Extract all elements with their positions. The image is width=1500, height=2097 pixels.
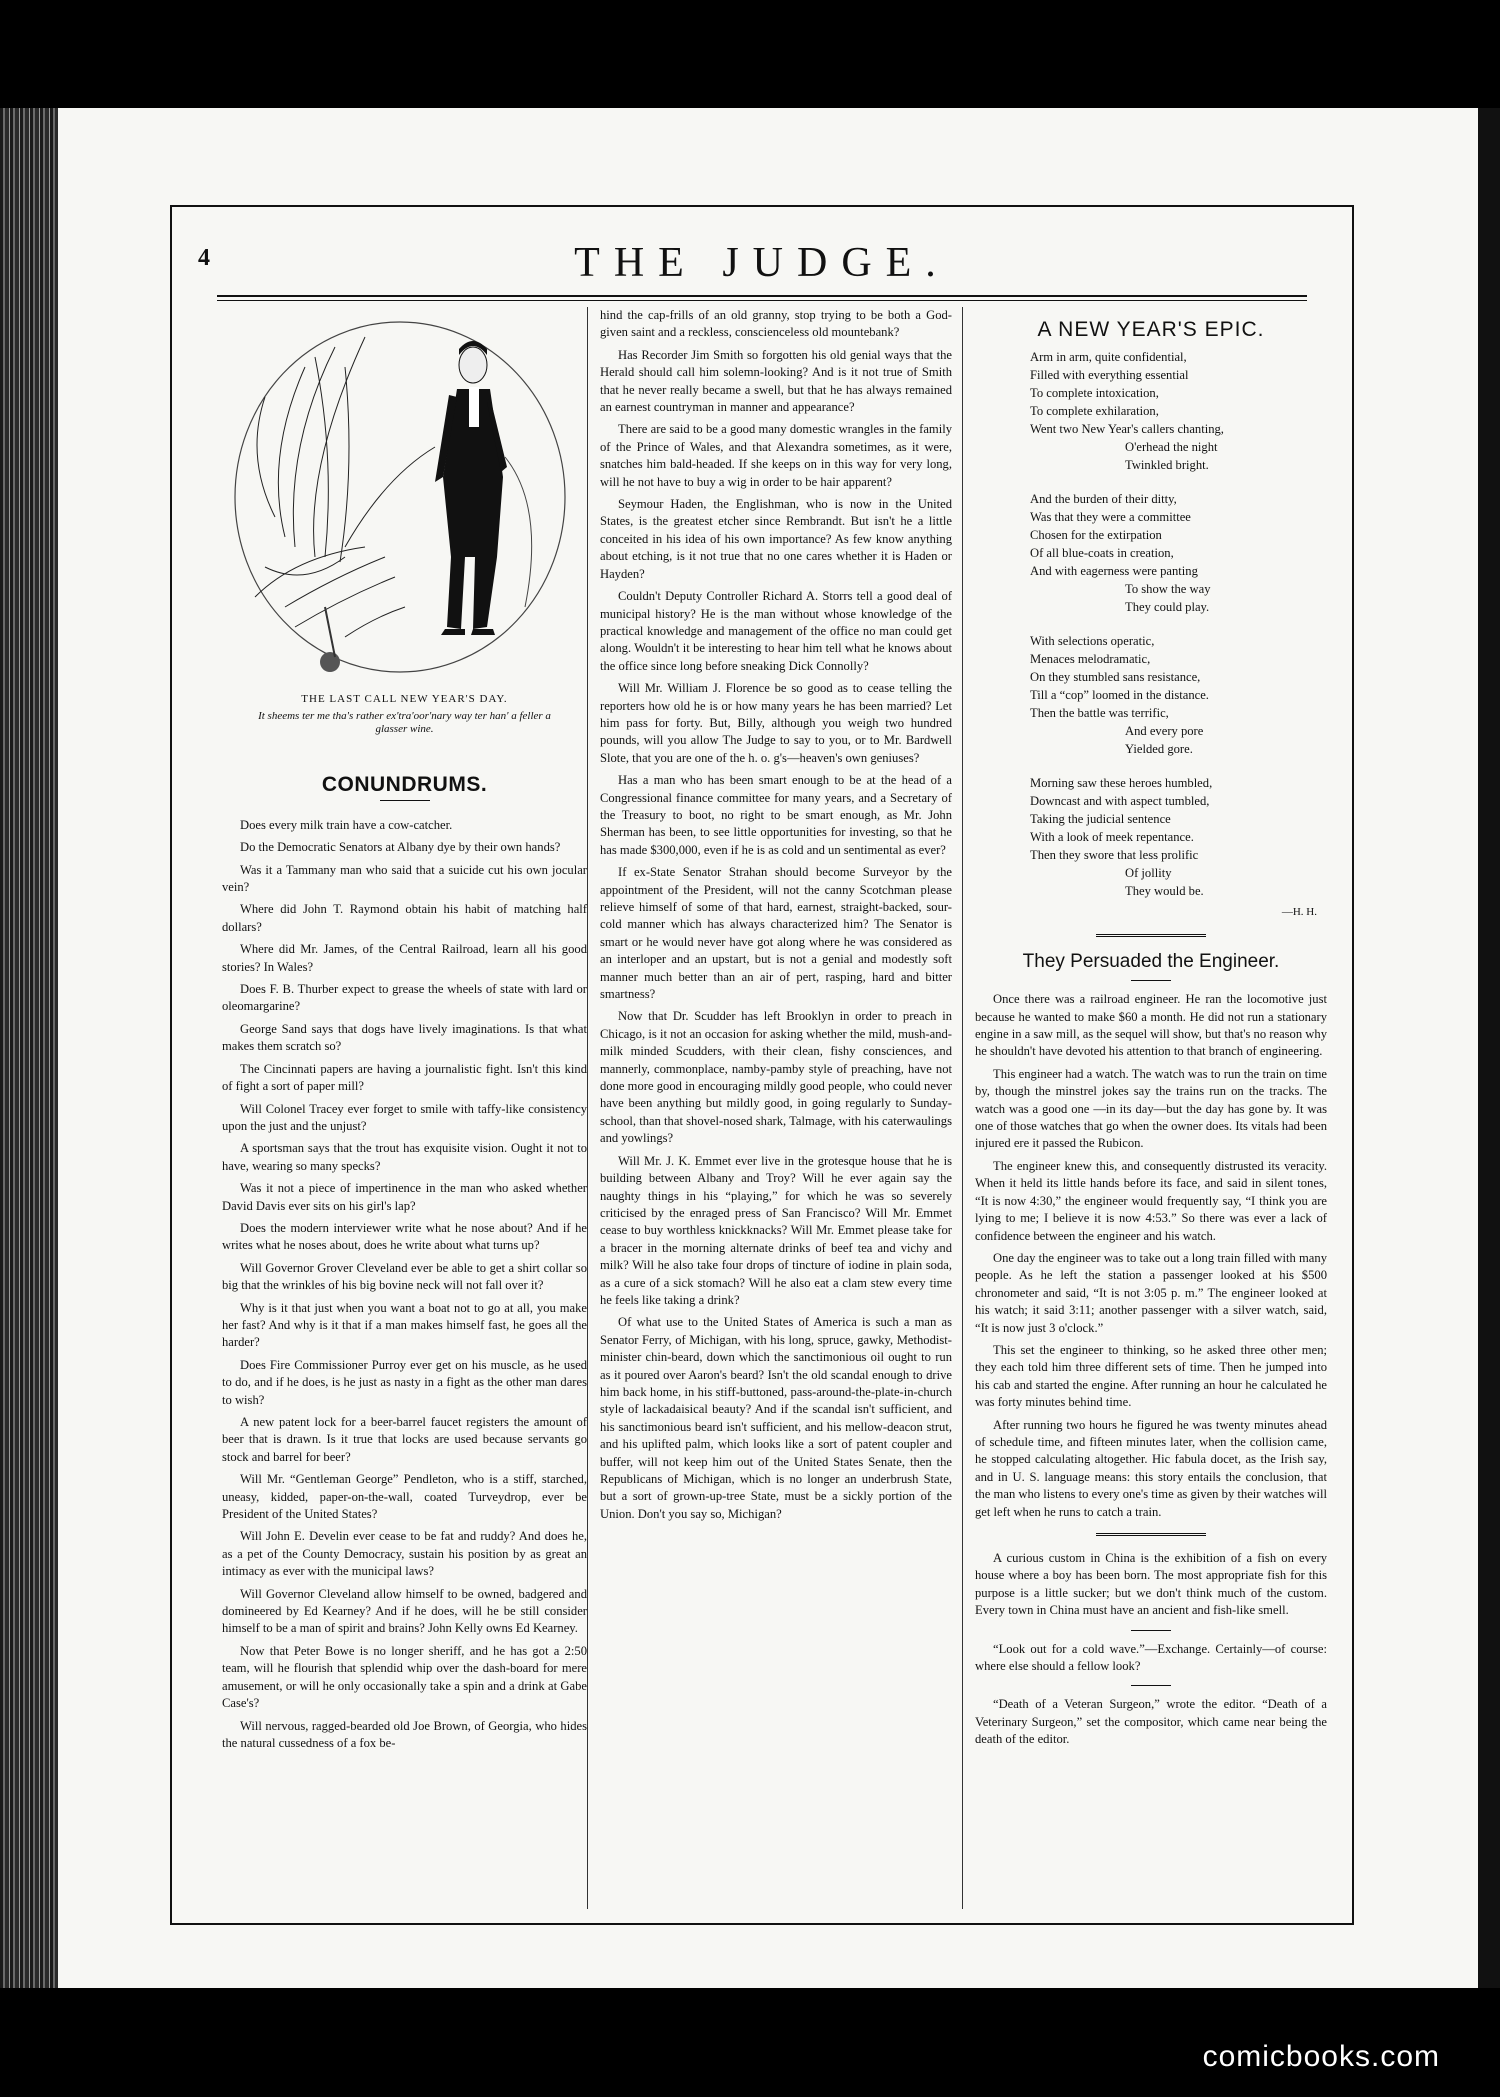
paragraph: This engineer had a watch. The watch was to run the train on time by, though the minstrel jokes say the trains run on the tracks. The watch was a good one —in its day—but the day has gone by. It was one of those watches that go when the owner does. Its vitals had been injured ere it passed the Rubicon.: [975, 1066, 1327, 1151]
paragraph: Has Recorder Jim Smith so forgotten his old genial ways that the Herald should call him solemn-looking? And is it not true of Smith that he never really became a swell, but that he has always remained an earnest countryman in manner and appearance?: [600, 347, 952, 415]
paragraph: This set the engineer to thinking, so he asked three other men; they each told him three different sets of time. Then he jumped into his cab and started the engine. After running an hour he calculated he was forty minutes behind time.: [975, 1342, 1327, 1410]
poem-line: To complete intoxication,: [1030, 386, 1159, 401]
poem-line: They would be.: [1125, 884, 1204, 899]
site-watermark: comicbooks.com: [1202, 2040, 1440, 2073]
section-divider: [1131, 980, 1171, 981]
paragraph: The engineer knew this, and consequently distrusted its veracity. When it held its little hands before its face, and said in silent tones, “It is now 4:30,” the engineer would frequently say, “I think you are lying to me; I believe it is now 4:53.” So there was ever a lack of confidence between the engineer and his watch.: [975, 1158, 1327, 1243]
paragraph: Once there was a railroad engineer. He ran the locomotive just because he wanted to make $60 a month. He did not run a stationary engine in a saw mill, as the sequel will show, but that's no reason why he shouldn't have devoted his attention to that branch of engineering.: [975, 992, 1327, 1059]
poem-line: Then they swore that less prolific: [1030, 848, 1199, 863]
poem-stanza: [975, 632, 1327, 758]
poem-stanza: [975, 774, 1327, 900]
section-divider: [1096, 1533, 1206, 1538]
poem-line: To complete exhilaration,: [1030, 404, 1159, 419]
paragraph: Seymour Haden, the Englishman, who is now in the United States, is the greatest etcher since Rembrandt. But isn't he a little conceited in his idea of his own importance? As few know anything about etching, is it not true that no one cares whether it is Haden or Hayden?: [600, 497, 952, 581]
paragraph: A curious custom in China is the exhibition of a fish on every house where a boy has been born. The most appropriate fish for this purpose is a little sucker; but we don't think much of the custom. Every town in China must have an ancient and fish-like smell.: [975, 1551, 1327, 1618]
poem-line: Twinkled bright.: [1125, 458, 1209, 473]
poem-line: And with eagerness were panting: [1030, 564, 1198, 579]
paragraph: There are said to be a good many domestic wrangles in the family of the Prince of Wales, and that Alexandra sometimes, as it were, snatches him bald-headed. If she keeps on in this way for very long, will he not have to buy a wig in order to be hair apparent?: [600, 422, 952, 489]
paragraph: “Look out for a cold wave.”—Exchange. Certainly—of course: where else should a fellow look?: [975, 1641, 1327, 1674]
paragraph: Will Governor Grover Cleveland ever be able to get a shirt collar so big that the wrinkles of his big bovine neck will not fall over it?: [222, 1260, 587, 1293]
poem-line: Then the battle was terrific,: [1030, 706, 1169, 721]
poem-line: Of all blue-coats in creation,: [1030, 546, 1174, 561]
paragraph: Couldn't Deputy Controller Richard A. Storrs tell a good deal of municipal history? He is the man without whose knowledge of the practical knowledge and management of the office no man could get along. Wouldn't it be interesting to hear him tell what he knows about the office since long before sneaking Dick Connolly?: [600, 589, 952, 673]
poem-line: Menaces melodramatic,: [1030, 652, 1151, 667]
engineer-title: They Persuaded the Engineer.: [1022, 950, 1280, 972]
section-divider: [1131, 1630, 1171, 1631]
poem-line: With selections operatic,: [1030, 634, 1155, 649]
poem-line: O'erhead the night: [1125, 440, 1218, 455]
paragraph: George Sand says that dogs have lively imaginations. Is that what makes them scratch so?: [222, 1021, 587, 1054]
paragraph: Does Fire Commissioner Purroy ever get on his muscle, as he used to do, and if he does, is he just as nasty in a fight as the other man dares to wish?: [222, 1357, 587, 1407]
masthead: THE JUDGE.: [574, 240, 950, 286]
poem-line: And every pore: [1125, 724, 1204, 739]
section-divider: [1096, 934, 1206, 939]
paragraph: A sportsman says that the trout has exquisite vision. Ought it not to have, wearing so many specks?: [222, 1141, 587, 1173]
paragraph: Has a man who has been smart enough to be at the head of a Congressional finance committee for many years, and a Secretary of the Treasury to boot, no right to be smart enough, as Mr. John Sherman has been, to see little opportunities for investing, so that he has made $300,000, even if he is as cold and un sentimental as ever?: [600, 773, 952, 857]
poem-line: Filled with everything essential: [1030, 368, 1189, 383]
poem-line: Went two New Year's callers chanting,: [1030, 422, 1224, 437]
poem-signature: —H. H.: [1281, 906, 1317, 919]
cartoon-illustration: [225, 307, 585, 687]
paragraph: Why is it that just when you want a boat not to go at all, you make her fast? And why is it that if a man makes himself fast, he goes all the harder?: [222, 1300, 587, 1350]
poem-line: They could play.: [1125, 600, 1210, 615]
paragraph: Does F. B. Thurber expect to grease the wheels of state with lard or oleomargarine?: [222, 982, 587, 1014]
paragraph: Of what use to the United States of America is such a man as Senator Ferry, of Michigan, with his long, spruce, gawky, Methodist-minister chin-beard, down which the sanctimonious oil ought to run as it poured over Aaron's beard? Isn't the old scandal enough to drive him back home, in his stiff-buttoned, pass-around-the-plate-in-church style of lackadaisical beauty? And if the scandal isn't sufficient, and his sanctimonious beard isn't sufficient, and his mellow-deacon strut, and his uplifted palm, which looks like a sort of patent coupler and buffer, will not keep him out of the United States Senate, then the Republicans of Michigan, which is no longer an underbrush State, but a sort of grown-up-tree State, must be a sickly portion of the Union. Don't you say so, Michigan?: [600, 1315, 952, 1521]
page-edge: [1478, 108, 1500, 1988]
poem-line: Taking the judicial sentence: [1030, 812, 1171, 827]
book-binding: [0, 108, 62, 1988]
paragraph: Will Colonel Tracey ever forget to smile with taffy-like consistency upon the just and the unjust?: [222, 1101, 587, 1133]
paragraph: Will nervous, ragged-bearded old Joe Brown, of Georgia, who hides the natural cussedness of a fox be-: [222, 1718, 587, 1750]
column-left: [222, 307, 587, 1909]
poem-line: Downcast and with aspect tumbled,: [1030, 794, 1210, 809]
paragraph: Will Mr. William J. Florence be so good as to cease telling the reporters how old he is or how many years he has been married? Let him pass for forty. But, Billy, although you weigh two hundred pounds, will you allow The Judge to say to you, or to Mr. Bardwell Slote, that you are one of the h. o. g's—heaven's own geniuses?: [600, 681, 952, 765]
poem-line: Was that they were a committee: [1030, 510, 1191, 525]
column-right: [962, 307, 1327, 1909]
poem-stanza: [975, 348, 1327, 474]
poem-line: Chosen for the extirpation: [1030, 528, 1162, 543]
conundrums-title: CONUNDRUMS.: [321, 773, 488, 797]
poem-line: Of jollity: [1125, 866, 1172, 881]
section-divider: [1131, 1685, 1171, 1686]
cartoon-caption: THE LAST CALL NEW YEAR'S DAY.: [301, 693, 508, 705]
paragraph: Was it a Tammany man who said that a suicide cut his own jocular vein?: [222, 862, 587, 895]
paragraph: Where did John T. Raymond obtain his habit of matching half dollars?: [222, 902, 587, 934]
paragraph: Does the modern interviewer write what he nose about? And if he writes what he noses about, does he write about what turns up?: [222, 1220, 587, 1253]
masthead-rule-thin: [217, 300, 1307, 301]
paragraph: Will Mr. J. K. Emmet ever live in the grotesque house that he is building between Albany and Troy? Will he ever again say the naughty things in his “playing,” for which he was so severely criticised by the enraged press of San Francisco? Will Mr. Emmet cease to buy worthless knickknacks? Will Mr. Emmet please take for a bracer in the morning alternate drinks of beef tea and vichy and milk? Will he also take four drops of tincture of iodine in plain soda, as a cure of a sick stomach? Will he also eat a clam stew every time he feels like taking a drink?: [600, 1153, 952, 1307]
paragraph: Will Mr. “Gentleman George” Pendleton, who is a stiff, starched, uneasy, kidded, paper-on-the-wall, coated Turveydrop, ever be President of the United States?: [222, 1472, 587, 1522]
cartoon-subcaption: It sheems ter me tha's rather ex'tra'oor'nary way ter han' a feller a glasser wine.: [258, 710, 551, 736]
poem-line: With a look of meek repentance.: [1030, 830, 1194, 845]
poem-line: On they stumbled sans resistance,: [1030, 670, 1201, 685]
paragraph: Was it not a piece of impertinence in the man who asked whether David Davis ever sits on his girl's lap?: [222, 1181, 587, 1213]
paragraph: A new patent lock for a beer-barrel faucet registers the amount of beer that is drawn. Is it true that locks are used because servants go stock and barrel for beer?: [222, 1415, 587, 1464]
poem-line: Yielded gore.: [1125, 742, 1193, 757]
section-divider: [380, 800, 430, 801]
column-middle: [587, 307, 952, 1909]
paragraph: hind the cap-frills of an old granny, stop trying to be both a God-given saint and a reckless, conscienceless old mountebank?: [600, 308, 952, 340]
paragraph: Now that Dr. Scudder has left Brooklyn in order to preach in Chicago, is it not an occasion for asking whether the mild, mush-and-milk minded Scudders, with their clean, fishy consciences, and mannerly, commonplace, namby-pamby style of preaching, have not done more good in encouraging mildly good people, who could never have been anything but mildly good, in going regularly to Sunday-school, than that shovel-nosed shark, Talmage, with his caterwaulings and yowlings?: [600, 1009, 952, 1146]
paragraph: After running two hours he figured he was twenty minutes ahead of schedule time, and fifteen minutes later, when the collision came, he stopped calculating altogether. Hic fabula docet, as the Irish say, and in U. S. language means: this story entails the conclusion, that the man who listens to every one's time as given by their watches will get left when he runs to catch a train.: [975, 1417, 1327, 1519]
paragraph: If ex-State Senator Strahan should become Surveyor by the appointment of the President, will not the canny Scotchman please relieve himself of some of that hard, earnest, straight-backed, sour-cold manner which has always characterized him? The Senator is smart or he would never have got along where he was considered as an interloper and an upstart, but is not a genial and modestly soft manner much better than an air of pert, rasping, hard and bitter smartness?: [600, 865, 952, 1002]
paragraph: “Death of a Veteran Surgeon,” wrote the editor. “Death of a Veterinary Surgeon,” set the compositor, which came near being the death of the editor.: [975, 1697, 1327, 1747]
paragraph: Now that Peter Bowe is no longer sheriff, and he has got a 2:50 team, will he flourish that splendid whip over the dash-board for mere amusement, or will he only occasionally take a spin and a drink at Gabe Case's?: [222, 1643, 587, 1711]
poem-line: Till a “cop” loomed in the distance.: [1030, 688, 1209, 703]
poem-line: Arm in arm, quite confidential,: [1030, 350, 1187, 365]
paragraph: Do the Democratic Senators at Albany dye by their own hands?: [240, 840, 561, 855]
page-frame: [170, 205, 1354, 1925]
conundrums-body: [222, 817, 587, 1753]
poem-line: To show the way: [1125, 582, 1211, 597]
paragraph: Does every milk train have a cow-catcher.: [240, 817, 453, 832]
paragraph: Will John E. Develin ever cease to be fat and ruddy? And does he, as a pet of the County Democracy, sustain his position by as great an intimacy as ever with the municipal laws?: [222, 1529, 587, 1579]
paragraph: Where did Mr. James, of the Central Railroad, learn all his good stories? In Wales?: [222, 942, 587, 974]
poem-stanza: [975, 490, 1327, 616]
epic-title: A NEW YEAR'S EPIC.: [1037, 318, 1265, 341]
poem-line: Morning saw these heroes humbled,: [1030, 776, 1213, 791]
paragraph: One day the engineer was to take out a long train filled with many people. As he left the station a passenger looked at his $500 chronometer and said, “It is not 3:05 p. m.” The engineer looked at his watch; it said 3:11; another passenger with a silver watch, said, “It is now just 3 o'clock.”: [975, 1250, 1327, 1335]
masthead-rule: [217, 295, 1307, 297]
poem-line: And the burden of their ditty,: [1030, 492, 1177, 507]
paragraph: Will Governor Cleveland allow himself to be owned, badgered and domineered by Ed Kearney? And if he does, will he be still consider himself to be a man of spirit and brains? John Kelly owns Ed Kearney.: [222, 1586, 587, 1636]
paragraph: The Cincinnati papers are having a journalistic fight. Isn't this kind of fight a sort of paper mill?: [222, 1061, 587, 1094]
page-number: 4: [198, 245, 210, 271]
